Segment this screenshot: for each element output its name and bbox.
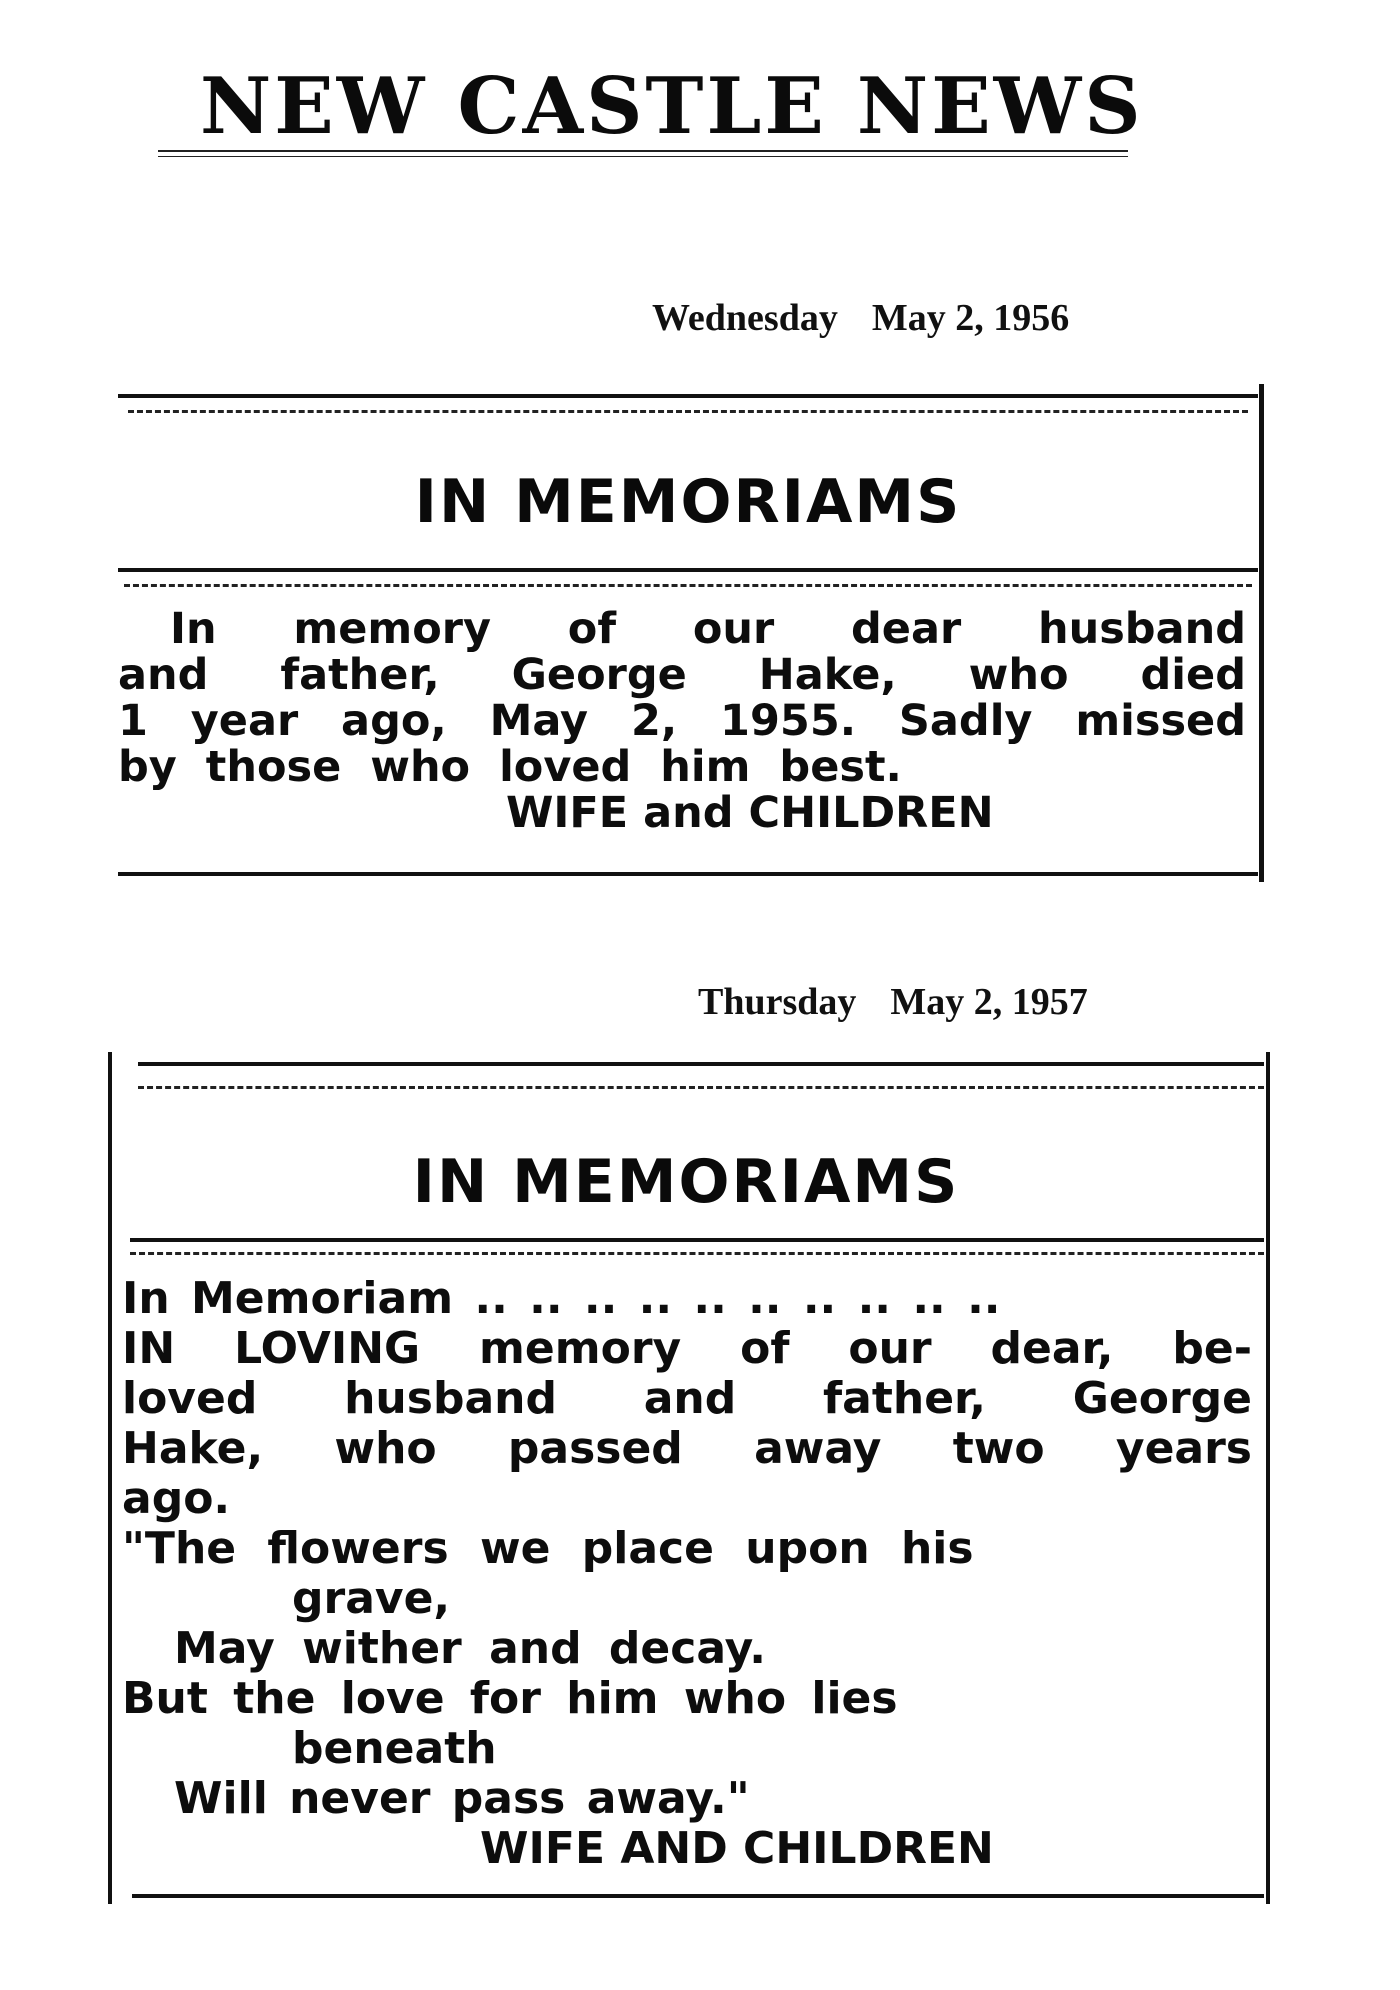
notice-line: Hake, who passed away two years	[122, 1423, 1252, 1474]
rule	[118, 568, 1258, 572]
date-weekday: Thursday	[698, 981, 857, 1023]
column-border	[1259, 384, 1264, 882]
rule	[138, 1062, 1264, 1066]
notice-line: In Memoriam .. .. .. .. .. .. .. .. .. ..	[122, 1273, 1001, 1324]
column-border	[1266, 1052, 1270, 1904]
notice-line: 1 year ago, May 2, 1955. Sadly missed	[118, 696, 1246, 746]
date-value: May 2, 1957	[890, 981, 1088, 1023]
notice-signature: WIFE AND CHILDREN	[480, 1823, 994, 1874]
notice-line: In memory of our dear husband	[170, 604, 1246, 654]
rule	[130, 1252, 1264, 1255]
rule	[118, 872, 1258, 876]
memoriam-notice	[118, 606, 1246, 836]
notice-line: ago.	[122, 1473, 231, 1524]
newspaper-title: NEW CASTLE NEWS	[200, 61, 1144, 152]
memoriam-notice	[122, 1274, 1252, 1874]
rule	[124, 584, 1252, 587]
verse-line: But the love for him who lies	[122, 1673, 898, 1724]
date-value: May 2, 1956	[871, 297, 1070, 339]
masthead	[150, 61, 1144, 162]
memoriam-clipping-1957	[108, 1052, 1264, 1904]
date-weekday: Wednesday	[652, 297, 838, 339]
clipping-date	[698, 980, 1088, 1024]
verse-line: May wither and decay.	[174, 1623, 767, 1674]
notice-line: by those who loved him best.	[118, 742, 902, 792]
notice-line: loved husband and father, George	[122, 1373, 1252, 1424]
notice-signature: WIFE and CHILDREN	[506, 788, 994, 838]
notice-line: and father, George Hake, who died	[118, 650, 1246, 700]
section-heading: IN MEMORIAMS	[414, 467, 962, 537]
notice-line: IN LOVING memory of our dear, be-	[122, 1323, 1252, 1374]
clipping-date	[652, 296, 1069, 340]
masthead-rule	[158, 156, 1128, 157]
verse-line: Will never pass away."	[174, 1773, 750, 1824]
rule	[128, 410, 1248, 413]
verse-line: beneath	[292, 1723, 497, 1774]
section-heading: IN MEMORIAMS	[412, 1147, 960, 1217]
masthead-rule	[158, 150, 1128, 152]
verse-line: "The flowers we place upon his	[122, 1523, 974, 1574]
rule	[138, 1086, 1264, 1089]
verse-line: grave,	[292, 1573, 451, 1624]
rule	[118, 394, 1258, 398]
memoriam-clipping-1956	[118, 384, 1258, 882]
rule	[130, 1238, 1264, 1242]
rule	[132, 1894, 1264, 1898]
